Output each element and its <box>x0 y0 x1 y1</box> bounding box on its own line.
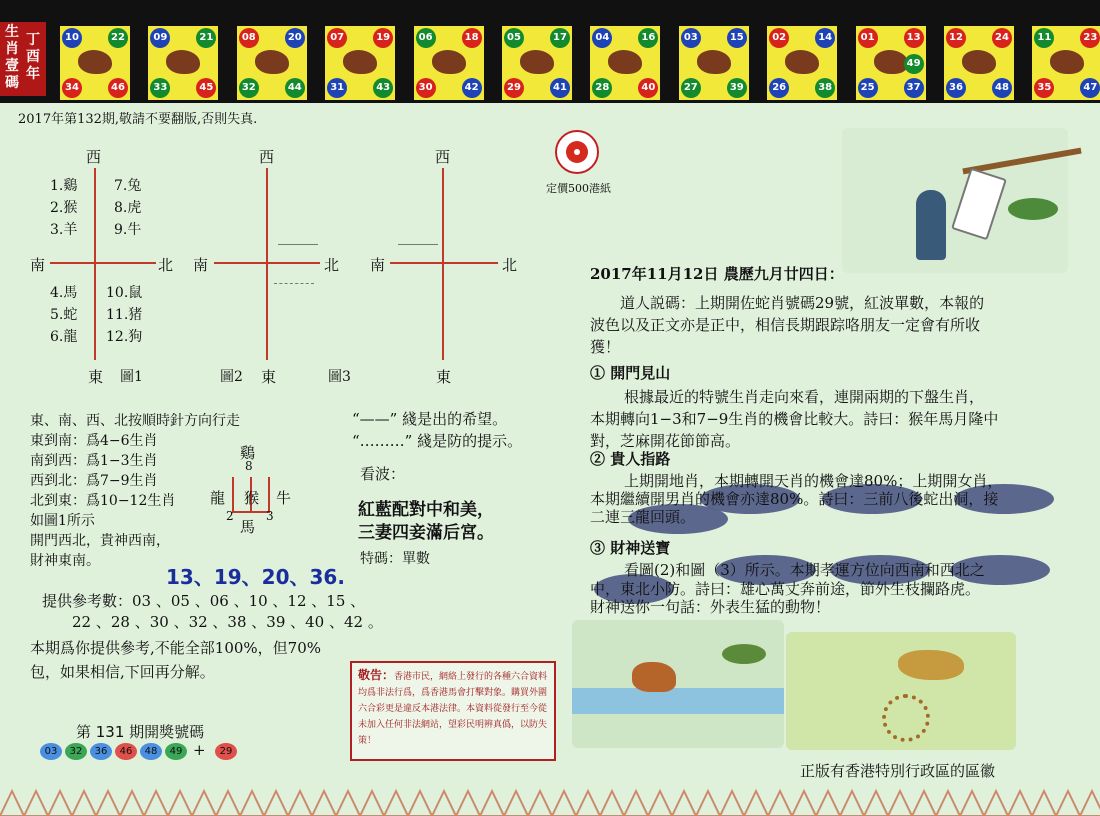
warning-body: 香港市民，網絡上發行的各種六合資料均爲非法行爲，爲香港馬會打擊對象。購買外圍六合彩更是違反本港法律。本資料從發行至今從未加入任何非法網站，望彩民明辨真僞，以防失策！ <box>358 672 548 746</box>
fig2-north: 北 <box>324 256 340 274</box>
number-ball: 14 <box>815 28 835 48</box>
fig1-label: 圖1 <box>120 369 143 385</box>
border-triangle <box>648 791 672 816</box>
warning-title: 敬告： <box>358 668 395 682</box>
path-icon <box>882 694 930 742</box>
border-triangle <box>48 791 72 816</box>
border-triangle <box>696 791 720 816</box>
draw-ball: 49 <box>165 743 187 760</box>
border-triangle <box>1056 791 1080 816</box>
number-ball: 28 <box>592 78 612 98</box>
zodiac-tile-monkey <box>767 26 837 100</box>
rooster-icon <box>874 50 908 74</box>
rule-line: 財神東南。 <box>30 553 100 569</box>
date-line: 2017年11月12日 農歷九月廿四日： <box>590 265 844 283</box>
number-ball: 07 <box>327 28 347 48</box>
fig3-label: 圖3 <box>328 369 351 385</box>
border-triangle <box>360 791 384 816</box>
border-triangle <box>672 791 696 816</box>
border-triangle <box>840 791 864 816</box>
border-triangle <box>240 791 264 816</box>
fig1-south: 南 <box>30 256 46 274</box>
border-triangle <box>960 791 984 816</box>
border-triangle <box>480 791 504 816</box>
number-ball: 45 <box>196 78 216 98</box>
zodiac-tile-horse <box>590 26 660 100</box>
rule-line: 開門西北，貴神西南， <box>30 533 170 549</box>
number-ball: 36 <box>946 78 966 98</box>
border-triangle <box>456 791 480 816</box>
mini-right-num: 3 <box>266 509 274 523</box>
rule-line: 東到南：爲4−6生肖 <box>30 433 158 449</box>
mini-center: 猴 <box>244 489 260 507</box>
number-ball: 10 <box>62 28 82 48</box>
fig2-label: 圖2 <box>220 369 243 385</box>
border-triangle <box>1008 791 1032 816</box>
number-ball: 27 <box>681 78 701 98</box>
zodiac-tile-dragon <box>414 26 484 100</box>
border-triangle <box>384 791 408 816</box>
title-char: 年 <box>26 66 40 82</box>
rat-icon <box>78 50 112 74</box>
kanbo-tema: 特碼：單數 <box>360 551 430 567</box>
mini-left: 龍 <box>210 489 226 507</box>
number-ball: 42 <box>462 78 482 98</box>
border-triangle <box>984 791 1008 816</box>
fig2-south: 南 <box>193 256 209 274</box>
sec2-line: 本期繼續開男肖的機會亦達80%。詩曰：三前八後蛇出洞，接 <box>590 490 999 508</box>
number-ball: 11 <box>1034 28 1054 48</box>
number-ball: 48 <box>992 78 1012 98</box>
number-ball: 25 <box>858 78 878 98</box>
border-triangle <box>720 791 744 816</box>
number-ball: 29 <box>504 78 524 98</box>
fig2-vertical-line <box>266 168 268 360</box>
border-triangle <box>120 791 144 816</box>
zodiac-tile-goat <box>679 26 749 100</box>
main-numbers: 13、19、20、36. <box>166 565 345 589</box>
sec3-head <box>590 537 670 559</box>
number-ball: 31 <box>327 78 347 98</box>
edition-notice: 2017年第132期,敬請不要翻版,否則失真. <box>18 112 258 127</box>
fig1-east: 東 <box>88 368 104 386</box>
border-triangle <box>912 791 936 816</box>
border-triangle <box>624 791 648 816</box>
border-triangle <box>936 791 960 816</box>
border-triangle <box>216 791 240 816</box>
number-ball: 12 <box>946 28 966 48</box>
fig3-solid-dash <box>398 244 438 245</box>
zodiac-tile-rooster <box>856 26 926 100</box>
fig3-south: 南 <box>370 256 386 274</box>
number-ball: 47 <box>1080 78 1100 98</box>
border-triangle <box>192 791 216 816</box>
sec3-num: ③ <box>590 539 606 557</box>
zodiac-tile-pig <box>1032 26 1100 100</box>
number-ball: 39 <box>727 78 747 98</box>
mini-left-num: 2 <box>226 509 234 523</box>
tiger-icon <box>255 50 289 74</box>
rabbit-icon <box>343 50 377 74</box>
intro-line: 道人説碼：上期開佐蛇肖號碼29號，紅波單數，本報的 <box>620 294 985 312</box>
number-ball: 46 <box>108 78 128 98</box>
intro-line: 波色以及正文亦是正中，相信長期跟踪咯朋友一定會有所收 <box>590 316 981 334</box>
fig1-item: 8.虎 <box>114 200 142 216</box>
fig1-item: 3.羊 <box>50 222 78 238</box>
dragon-icon <box>432 50 466 74</box>
ref-line2: 22 、28 、30 、32 、38 、39 、40 、42 。 <box>72 613 383 631</box>
rule-line: 南到西：爲1−3生肖 <box>30 453 158 469</box>
number-ball: 30 <box>416 78 436 98</box>
zodiac-tile-dog <box>944 26 1014 100</box>
fig1-item: 10.鼠 <box>106 285 143 301</box>
title-char: 碼 <box>5 75 19 91</box>
sec3-title: 財神送寶 <box>610 539 671 557</box>
warning-box <box>350 661 556 761</box>
border-triangle <box>432 791 456 816</box>
draw-ball: 48 <box>140 743 162 760</box>
rule-line: 如圖1所示 <box>30 513 95 529</box>
number-ball: 44 <box>285 78 305 98</box>
border-triangle <box>1080 791 1100 816</box>
mini-bottom: 馬 <box>240 518 256 536</box>
zodiac-tile-tiger <box>237 26 307 100</box>
sec1-line: 本期轉向1−3和7−9生肖的機會比較大。詩曰：猴年馬月隆中 <box>590 410 999 428</box>
snake-icon <box>520 50 554 74</box>
number-ball: 04 <box>592 28 612 48</box>
kanbo-line1: 紅藍配對中和美， <box>358 500 494 520</box>
fig1-item: 9.牛 <box>114 222 142 238</box>
legend-solid: “——” 綫是出的希望。 <box>352 410 508 428</box>
dog-icon <box>898 650 964 680</box>
sec3-line: 財神送你一句話：外表生猛的動物！ <box>590 598 831 616</box>
hk-emblem <box>555 130 599 174</box>
number-ball: 05 <box>504 28 524 48</box>
draw-special-ball: 29 <box>215 743 237 760</box>
border-triangle <box>144 791 168 816</box>
taoist-illustration <box>842 128 1068 273</box>
emblem-core <box>574 149 580 155</box>
fig2-dotted-dash <box>274 283 314 284</box>
fig2-horizontal-line <box>214 262 320 264</box>
number-ball: 19 <box>373 28 393 48</box>
sec2-head <box>590 448 670 470</box>
title-box <box>0 22 46 96</box>
title-char: 生 <box>5 24 19 40</box>
title-char: 酉 <box>26 49 40 65</box>
goat-icon <box>697 50 731 74</box>
pig-icon <box>1050 50 1084 74</box>
border-triangle <box>864 791 888 816</box>
fig3-west: 西 <box>435 148 451 166</box>
legend-dotted: “………” 綫是防的提示。 <box>352 432 523 450</box>
border-triangle <box>552 791 576 816</box>
number-ball: 13 <box>904 28 924 48</box>
monkey-icon <box>785 50 819 74</box>
number-ball: 09 <box>150 28 170 48</box>
number-ball: 20 <box>285 28 305 48</box>
draw-plus: + <box>193 741 206 759</box>
number-ball: 49 <box>904 54 924 74</box>
border-triangle <box>288 791 312 816</box>
kanbo-label: 看波： <box>360 465 406 483</box>
fig2-east: 東 <box>261 368 277 386</box>
title-char: 丁 <box>26 32 40 48</box>
fig1-item: 2.猴 <box>50 200 78 216</box>
border-triangle <box>576 791 600 816</box>
draw-ball: 46 <box>115 743 137 760</box>
border-triangle <box>528 791 552 816</box>
fig1-item: 4.馬 <box>50 285 78 301</box>
number-ball: 41 <box>550 78 570 98</box>
border-triangle <box>264 791 288 816</box>
caption: 正版有香港特別行政區的區徽 <box>800 762 996 780</box>
sec1-line: 對，芝麻開花節節高。 <box>590 432 741 450</box>
sec2-title: 貴人指路 <box>610 450 671 468</box>
zodiac-tile-rat <box>60 26 130 100</box>
border-triangle <box>888 791 912 816</box>
number-ball: 43 <box>373 78 393 98</box>
rule-line: 北到東：爲10−12生肖 <box>30 493 176 509</box>
number-ball: 02 <box>769 28 789 48</box>
number-ball: 03 <box>681 28 701 48</box>
bush-icon <box>1008 198 1058 220</box>
border-triangle <box>336 791 360 816</box>
mini-top: 鷄 <box>240 444 256 462</box>
rule-line: 西到北：爲7−9生肖 <box>30 473 158 489</box>
number-ball: 32 <box>239 78 259 98</box>
number-ball: 16 <box>638 28 658 48</box>
intro-line: 獲！ <box>590 338 621 356</box>
fig1-item: 5.蛇 <box>50 307 78 323</box>
draw-ball: 32 <box>65 743 87 760</box>
number-ball: 33 <box>150 78 170 98</box>
mini-top-num: 8 <box>245 459 253 473</box>
title-char: 肖 <box>5 41 19 57</box>
fig1-item: 1.鷄 <box>50 178 78 194</box>
sec1-head <box>590 362 670 384</box>
sec2-line: 二連三龍回頭。 <box>590 508 696 526</box>
border-triangle <box>312 791 336 816</box>
sec1-title: 開門見山 <box>610 364 671 382</box>
scroll-icon <box>951 168 1007 241</box>
sec1-line: 根據最近的特號生肖走向來看，連開兩期的下盤生肖， <box>624 388 985 406</box>
fig1-west: 西 <box>86 148 102 166</box>
number-ball: 40 <box>638 78 658 98</box>
fig3-vertical-line <box>442 168 444 360</box>
number-ball: 15 <box>727 28 747 48</box>
number-ball: 18 <box>462 28 482 48</box>
tree-icon <box>722 644 766 664</box>
ox-icon <box>166 50 200 74</box>
fig1-horizontal-line <box>50 262 156 264</box>
number-ball: 21 <box>196 28 216 48</box>
zodiac-tile-ox <box>148 26 218 100</box>
fig1-north: 北 <box>158 256 174 274</box>
number-ball: 26 <box>769 78 789 98</box>
border-triangle <box>816 791 840 816</box>
border-triangle <box>408 791 432 816</box>
sec3-line: 看圖(2)和圖（3）所示。本期孝運方位向西南和西北之 <box>624 561 985 579</box>
horse-icon <box>608 50 642 74</box>
dog-icon <box>962 50 996 74</box>
ref-line1: 提供參考數：03 、05 、06 、10 、12 、15 、 <box>42 592 366 610</box>
border-triangle <box>96 791 120 816</box>
decorative-border <box>0 773 1100 816</box>
zodiac-tile-snake <box>502 26 572 100</box>
fig1-item: 7.兔 <box>114 178 142 194</box>
number-ball: 17 <box>550 28 570 48</box>
number-ball: 08 <box>239 28 259 48</box>
disclaimer-line1: 本期爲你提供參考,不能全部100%，但70% <box>30 639 321 657</box>
border-triangle <box>24 791 48 816</box>
number-ball: 34 <box>62 78 82 98</box>
border-triangle <box>168 791 192 816</box>
river-icon <box>572 688 784 714</box>
last-draw-title: 第 131 期開獎號碼 <box>76 723 205 741</box>
number-ball: 37 <box>904 78 924 98</box>
number-ball: 35 <box>1034 78 1054 98</box>
fig3-north: 北 <box>502 256 518 274</box>
border-triangle <box>1032 791 1056 816</box>
border-triangle <box>792 791 816 816</box>
number-ball: 06 <box>416 28 436 48</box>
fig1-item: 11.猪 <box>106 307 143 323</box>
fig3-east: 東 <box>436 368 452 386</box>
draw-ball: 03 <box>40 743 62 760</box>
fig1-item: 12.狗 <box>106 329 143 345</box>
sec3-line: 中，東北小防。詩曰：雄心萬丈奔前途，節外生枝攔路虎。 <box>590 580 981 598</box>
number-ball: 22 <box>108 28 128 48</box>
horse-illustration <box>572 620 784 748</box>
border-triangle <box>504 791 528 816</box>
draw-ball: 36 <box>90 743 112 760</box>
number-ball: 38 <box>815 78 835 98</box>
rule-line: 東、南、西、北按順時針方向行走 <box>30 413 240 429</box>
sec2-line: 上期開地肖，本期轉開天肖的機會達80%；上期開女肖， <box>624 472 1003 490</box>
fig3-horizontal-line <box>390 262 498 264</box>
dog-illustration <box>786 632 1016 750</box>
number-ball: 23 <box>1080 28 1100 48</box>
border-triangle <box>744 791 768 816</box>
title-char: 壹 <box>5 58 19 74</box>
price: 定價500港紙 <box>546 182 611 195</box>
fig2-west: 西 <box>259 148 275 166</box>
taoist-figure-icon <box>916 190 946 260</box>
fig2-solid-dash <box>278 244 318 245</box>
border-triangle <box>72 791 96 816</box>
sec2-num: ② <box>590 450 606 468</box>
border-triangle <box>768 791 792 816</box>
fig1-vertical-line <box>94 168 96 360</box>
horse-icon <box>632 662 676 692</box>
sec1-num: ① <box>590 364 606 382</box>
number-ball: 01 <box>858 28 878 48</box>
number-ball: 24 <box>992 28 1012 48</box>
mini-right: 牛 <box>276 489 292 507</box>
border-triangle <box>0 791 24 816</box>
disclaimer-line2: 包，如果相信,下回再分解。 <box>30 663 215 681</box>
kanbo-line2: 三妻四妾滿后宮。 <box>358 523 494 543</box>
border-triangle <box>600 791 624 816</box>
fig1-item: 6.龍 <box>50 329 78 345</box>
zodiac-tile-rabbit <box>325 26 395 100</box>
